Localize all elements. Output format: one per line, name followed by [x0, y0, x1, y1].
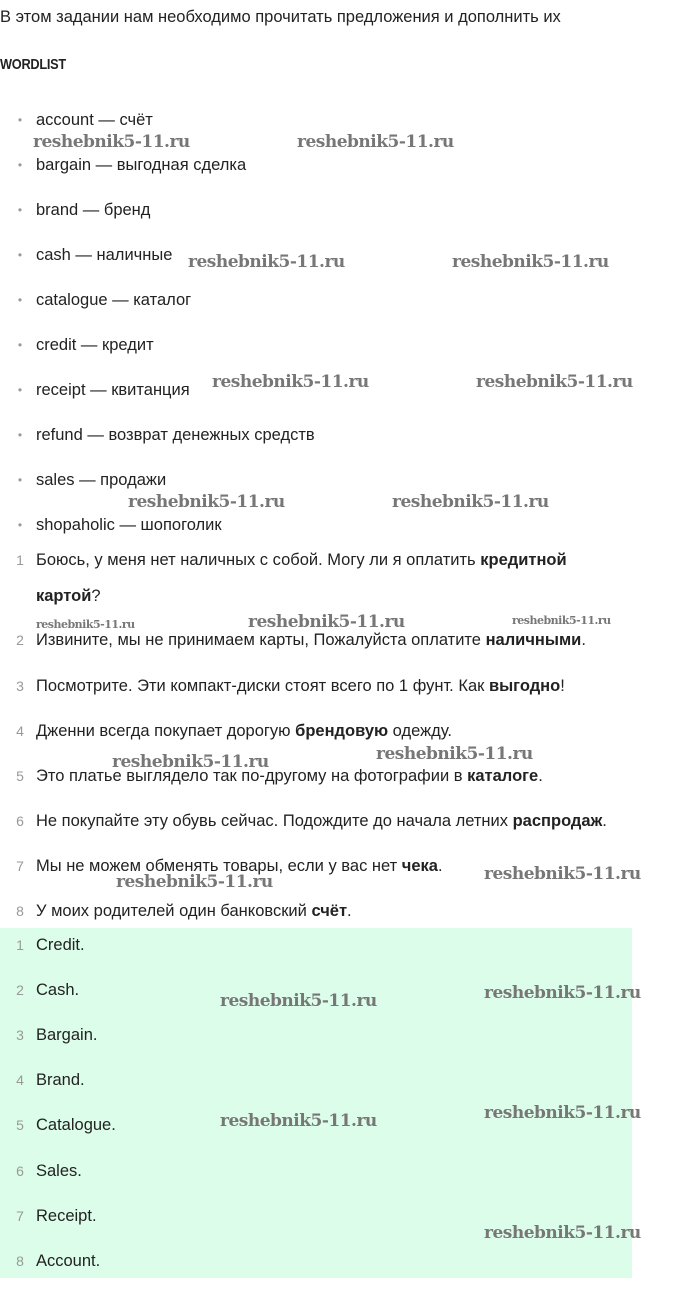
item-number: 8	[16, 903, 24, 919]
sentence-text	[36, 809, 607, 833]
sentence-pre: Извините, мы не принимаем карты, Пожалуйста оплатите	[36, 631, 486, 649]
sentence-answer: наличными	[485, 631, 582, 649]
word-entry: brand — бренд	[36, 201, 151, 219]
sentence-answer: картой	[36, 587, 92, 605]
answer-text: Bargain.	[36, 1026, 98, 1045]
word-entry: credit — кредит	[36, 336, 154, 354]
sentence-post: .	[347, 902, 352, 920]
sentence-text	[36, 674, 565, 698]
word-entry: account — счёт	[36, 111, 153, 129]
watermark-text: reshebnik5-11.ru	[128, 492, 285, 512]
watermark-text: reshebnik5-11.ru	[112, 752, 269, 772]
item-number: 3	[16, 1027, 24, 1044]
answer-text: Account.	[36, 1251, 101, 1270]
answer-text: Credit.	[36, 936, 85, 954]
wordlist-heading: WORDLIST	[0, 56, 66, 73]
watermark-text: reshebnik5-11.ru	[220, 1111, 377, 1131]
item-number: 8	[16, 1252, 24, 1269]
answer-text: Catalogue.	[36, 1116, 116, 1135]
sentence-answer: брендовую	[295, 722, 389, 740]
watermark-text: reshebnik5-11.ru	[484, 983, 641, 1003]
watermark-text: reshebnik5-11.ru	[33, 132, 190, 152]
answer-text: Sales.	[36, 1161, 82, 1180]
watermark-text: reshebnik5-11.ru	[512, 614, 611, 627]
sentence-answer: счёт	[311, 902, 348, 920]
item-number: 2	[16, 982, 24, 999]
sentence-post: !	[560, 677, 565, 695]
watermark-text: reshebnik5-11.ru	[36, 618, 135, 631]
item-number: 7	[16, 1207, 24, 1224]
word-entry: bargain — выгодная сделка	[36, 156, 247, 174]
watermark-text: reshebnik5-11.ru	[484, 1103, 641, 1123]
item-number: 6	[16, 813, 24, 829]
watermark-text: reshebnik5-11.ru	[188, 252, 345, 272]
sentence-text	[36, 899, 352, 923]
item-number: 5	[16, 768, 24, 784]
intro-text: В этом задании нам необходимо прочитать предложения и дополнить их	[0, 8, 561, 26]
sentence-post: ?	[91, 587, 101, 605]
watermark-text: reshebnik5-11.ru	[116, 872, 273, 892]
watermark-text: reshebnik5-11.ru	[376, 744, 533, 764]
sentence-pre: Дженни всегда покупает дорогую	[36, 722, 296, 740]
watermark-text: reshebnik5-11.ru	[212, 372, 369, 392]
word-entry: refund — возврат денежных средств	[36, 426, 315, 444]
sentence-pre: Это платье выглядело так по-другому на фотографии в	[36, 767, 468, 785]
sentence-text	[36, 719, 452, 743]
answer-text: Cash.	[36, 981, 80, 1000]
word-entry: cash — наличные	[36, 246, 173, 264]
item-number: 1	[16, 937, 24, 953]
sentence-answer: каталоге	[467, 767, 539, 785]
sentence-pre: Мы не можем обменять товары, если у вас нет	[36, 857, 402, 875]
bullet-icon: •	[17, 473, 23, 487]
word-entry: sales — продажи	[36, 471, 167, 489]
item-number: 3	[16, 678, 24, 694]
watermark-text: reshebnik5-11.ru	[248, 612, 405, 632]
bullet-icon: •	[17, 158, 23, 172]
sentence-pre: Посмотрите. Эти компакт-диски стоят всего по 1 фунт. Как	[36, 677, 489, 695]
bullet-icon: •	[17, 293, 23, 307]
watermark-text: reshebnik5-11.ru	[297, 132, 454, 152]
item-number: 1	[16, 552, 24, 568]
word-entry: catalogue — каталог	[36, 291, 192, 309]
item-number: 4	[16, 1072, 24, 1089]
item-number: 5	[16, 1117, 24, 1134]
bullet-icon: •	[17, 428, 23, 442]
watermark-text: reshebnik5-11.ru	[484, 1223, 641, 1243]
sentence-answer: выгодно	[488, 677, 561, 695]
bullet-icon: •	[17, 383, 23, 397]
bullet-icon: •	[17, 248, 23, 262]
sentence-pre: Боюсь, у меня нет наличных с собой. Могу ли я оплатить	[36, 551, 481, 569]
item-number: 7	[16, 858, 24, 874]
sentence-answer: чека	[401, 857, 438, 875]
sentence-post: одежду.	[388, 722, 452, 740]
watermark-text: reshebnik5-11.ru	[452, 252, 609, 272]
sentence-pre: У моих родителей один банковский	[36, 902, 312, 920]
sentence-post: .	[538, 767, 543, 785]
item-number: 6	[16, 1162, 24, 1179]
bullet-icon: •	[17, 203, 23, 217]
bullet-icon: •	[17, 518, 23, 532]
bullet-icon: •	[17, 338, 23, 352]
sentence-pre: Не покупайте эту обувь сейчас. Подождите до начала летних	[36, 812, 513, 830]
sentence-post: .	[602, 812, 607, 830]
sentence-answer: распродаж	[512, 812, 603, 830]
item-number: 2	[16, 632, 24, 648]
answer-text: Brand.	[36, 1071, 85, 1090]
watermark-text: reshebnik5-11.ru	[392, 492, 549, 512]
sentence-post: .	[581, 631, 586, 649]
sentence-post: .	[437, 857, 443, 875]
sentence-text	[36, 548, 567, 572]
word-entry: receipt — квитанция	[36, 381, 190, 399]
sentence-text	[36, 584, 101, 608]
bullet-icon: •	[17, 113, 23, 127]
item-number: 4	[16, 723, 24, 739]
answer-text: Receipt.	[36, 1206, 97, 1225]
watermark-text: reshebnik5-11.ru	[220, 991, 377, 1011]
sentence-answer: кредитной	[480, 551, 567, 569]
watermark-text: reshebnik5-11.ru	[476, 372, 633, 392]
watermark-text: reshebnik5-11.ru	[484, 864, 641, 884]
word-entry: shopaholic — шопоголик	[36, 516, 222, 534]
